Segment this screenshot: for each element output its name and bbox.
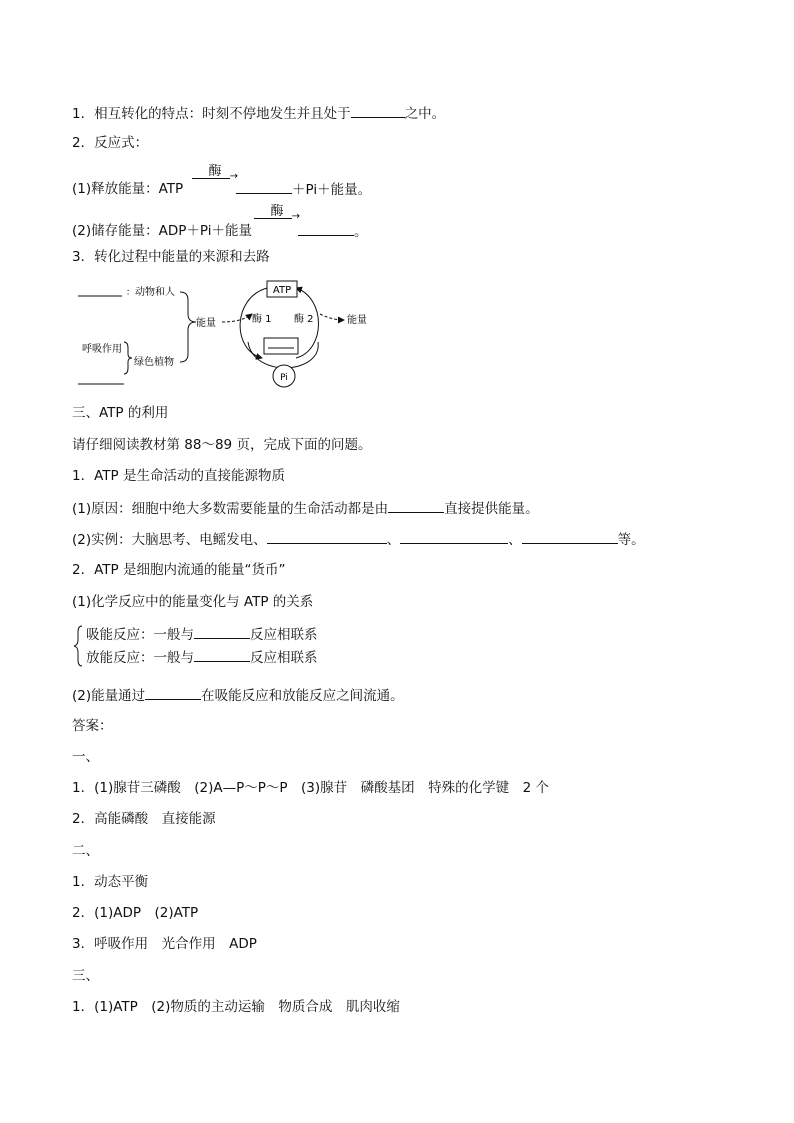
item-1-feature: 1．相互转化的特点：时刻不停地发生并且处于 之中。 (72, 106, 446, 122)
enzyme-label: 酶 (270, 204, 284, 219)
arrow-right-icon: → (229, 171, 238, 182)
animals-label: 动物和人 (135, 287, 175, 298)
arrow-right-icon: → (291, 211, 300, 222)
answer-3-1: 1．(1)ATP (2)物质的主动运输 物质合成 肌肉收缩 (72, 999, 400, 1015)
blank[interactable] (236, 180, 292, 194)
brace (180, 292, 196, 362)
enzyme-label: 酶 (208, 164, 222, 179)
relation-line: (1)化学反应中的能量变化与 ATP 的关系 (72, 594, 314, 610)
enzyme-arrow (254, 201, 300, 225)
release-energy-line: (1)释放能量：ATP (72, 181, 184, 197)
answers-sec1: 一、 (72, 749, 99, 765)
blank[interactable] (400, 530, 508, 544)
item-3-energy-source: 3．转化过程中能量的来源和去路 (72, 249, 270, 265)
blank[interactable] (522, 530, 618, 544)
brace (124, 342, 132, 374)
blank[interactable] (145, 686, 201, 700)
answer-2-2: 2．(1)ADP (2)ATP (72, 905, 199, 921)
blank[interactable] (194, 625, 250, 639)
item-1-direct-energy: 1．ATP 是生命活动的直接能源物质 (72, 468, 285, 484)
answers-sec3: 三、 (72, 968, 99, 984)
atp-label: ATP (272, 285, 292, 296)
blank[interactable] (351, 104, 405, 118)
examples-line: (2)实例：大脑思考、电鳐发电、 、 、 等。 (72, 532, 645, 548)
dashed-arrow-out (320, 314, 344, 320)
enzyme-arrow (192, 161, 238, 185)
section-3-heading: 三、ATP 的利用 (72, 405, 169, 421)
pi-label: Pi (280, 373, 288, 383)
exergonic-line: 放能反应：一般与 反应相联系 (86, 650, 318, 666)
answers-title: 答案： (72, 718, 113, 734)
energy-in-label: 能量 (196, 318, 216, 329)
enzyme-1-label: 酶 1 (252, 314, 272, 325)
svg-text:：: ： (126, 288, 136, 298)
item-2-currency: 2．ATP 是细胞内流通的能量“货币” (72, 562, 286, 578)
brace (72, 624, 84, 668)
endergonic-line: 吸能反应：一般与 反应相联系 (86, 627, 318, 643)
instruction: 请仔细阅读教材第 88～89 页，完成下面的问题。 (72, 437, 372, 453)
answer-1-1: 1．(1)腺苷三磷酸 (2)A—P～P～P (3)腺苷 磷酸基团 特殊的化学键 2 个 (72, 780, 549, 796)
energy-flow-diagram (72, 276, 382, 392)
flow-line: (2)能量通过 在吸能反应和放能反应之间流通。 (72, 688, 404, 704)
green-plants-label: 绿色植物 (134, 357, 174, 368)
blank[interactable] (388, 499, 444, 513)
blank-box[interactable] (264, 338, 298, 354)
item-2-reaction: 2．反应式： (72, 135, 149, 151)
dashed-arrow-in (222, 314, 252, 322)
energy-out-label: 能量 (347, 315, 367, 326)
answer-2-1: 1．动态平衡 (72, 874, 149, 890)
blank[interactable] (194, 648, 250, 662)
blank[interactable] (298, 222, 354, 236)
respiration-label: 呼吸作用 (82, 344, 122, 355)
blank[interactable] (267, 530, 387, 544)
answer-1-2: 2．高能磷酸 直接能源 (72, 811, 216, 827)
answer-2-3: 3．呼吸作用 光合作用 ADP (72, 936, 257, 952)
enzyme-2-label: 酶 2 (294, 314, 314, 325)
store-energy-line: (2)储存能量：ADP＋Pi＋能量 (72, 223, 252, 239)
reason-line: (1)原因：细胞中绝大多数需要能量的生命活动都是由 直接提供能量。 (72, 501, 539, 517)
answers-sec2: 二、 (72, 843, 99, 859)
